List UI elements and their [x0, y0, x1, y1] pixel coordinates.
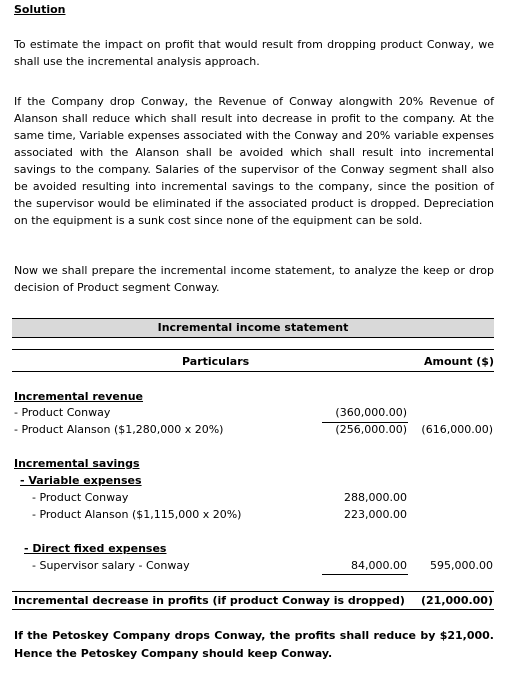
solution-heading: Solution — [14, 3, 66, 16]
header-bottom-rule — [12, 371, 494, 372]
var-conway-value: 288,000.00 — [344, 491, 407, 504]
analysis-paragraph: If the Company drop Conway, the Revenue of Conway alongwith 20% Revenue of Alanson shall reduce which shall result into decrease in profit to the company. At the same time, Variable expenses associated with the Conway and 20% variable expenses associated with the Alanson shall be avoided which shall result into incremental savings to the company. Salaries of the supervisor of the Conway segment shall also be avoided resulting into incremental savings to the company, since the position of the supervisor would be eliminated if the associated product is dropped. Depreciation on the equipment is a sunk cost since none of the equipment can be sold. — [14, 95, 494, 227]
rev-total-value: (616,000.00) — [421, 423, 493, 436]
savings-heading: Incremental savings — [14, 457, 140, 470]
rev-subtotal-rule — [322, 422, 408, 423]
revenue-heading: Incremental revenue — [14, 390, 144, 403]
var-conway-label: - Product Conway — [32, 491, 129, 504]
rev-alanson-value: (256,000.00) — [335, 423, 407, 436]
result-value: (21,000.00) — [421, 594, 493, 607]
var-alanson-label: - Product Alanson ($1,115,000 x 20%) — [32, 508, 242, 521]
savings-total-value: 595,000.00 — [430, 559, 493, 572]
table-title: Incremental income statement — [157, 321, 349, 334]
rev-conway-label: - Product Conway — [14, 406, 111, 419]
col-header-particulars: Particulars — [182, 355, 250, 368]
header-top-rule — [12, 349, 494, 350]
col-header-amount: Amount ($) — [424, 355, 494, 368]
transition-paragraph: Now we shall prepare the incremental income statement, to analyze the keep or drop decision of Product segment Conway. — [14, 264, 494, 294]
result-label: Incremental decrease in profits (if product Conway is dropped) — [14, 594, 405, 607]
conclusion-paragraph: If the Petoskey Company drops Conway, the profits shall reduce by $21,000. Hence the Petoskey Company should keep Conway. — [14, 629, 494, 660]
variable-expenses-heading: - Variable expenses — [20, 474, 142, 487]
direct-fixed-expenses-heading: - Direct fixed expenses — [24, 542, 167, 555]
supervisor-salary-label: - Supervisor salary - Conway — [32, 559, 190, 572]
intro-paragraph: To estimate the impact on profit that would result from dropping product Conway, we shall use the incremental analysis approach. — [14, 38, 494, 68]
var-alanson-value: 223,000.00 — [344, 508, 407, 521]
rev-conway-value: (360,000.00) — [335, 406, 407, 419]
rev-alanson-label: - Product Alanson ($1,280,000 x 20%) — [14, 423, 224, 436]
result-bottom-rule — [12, 609, 494, 610]
supervisor-salary-value: 84,000.00 — [351, 559, 407, 572]
savings-subtotal-rule — [322, 574, 408, 575]
table-title-banner — [12, 318, 494, 338]
result-top-rule — [12, 591, 494, 592]
